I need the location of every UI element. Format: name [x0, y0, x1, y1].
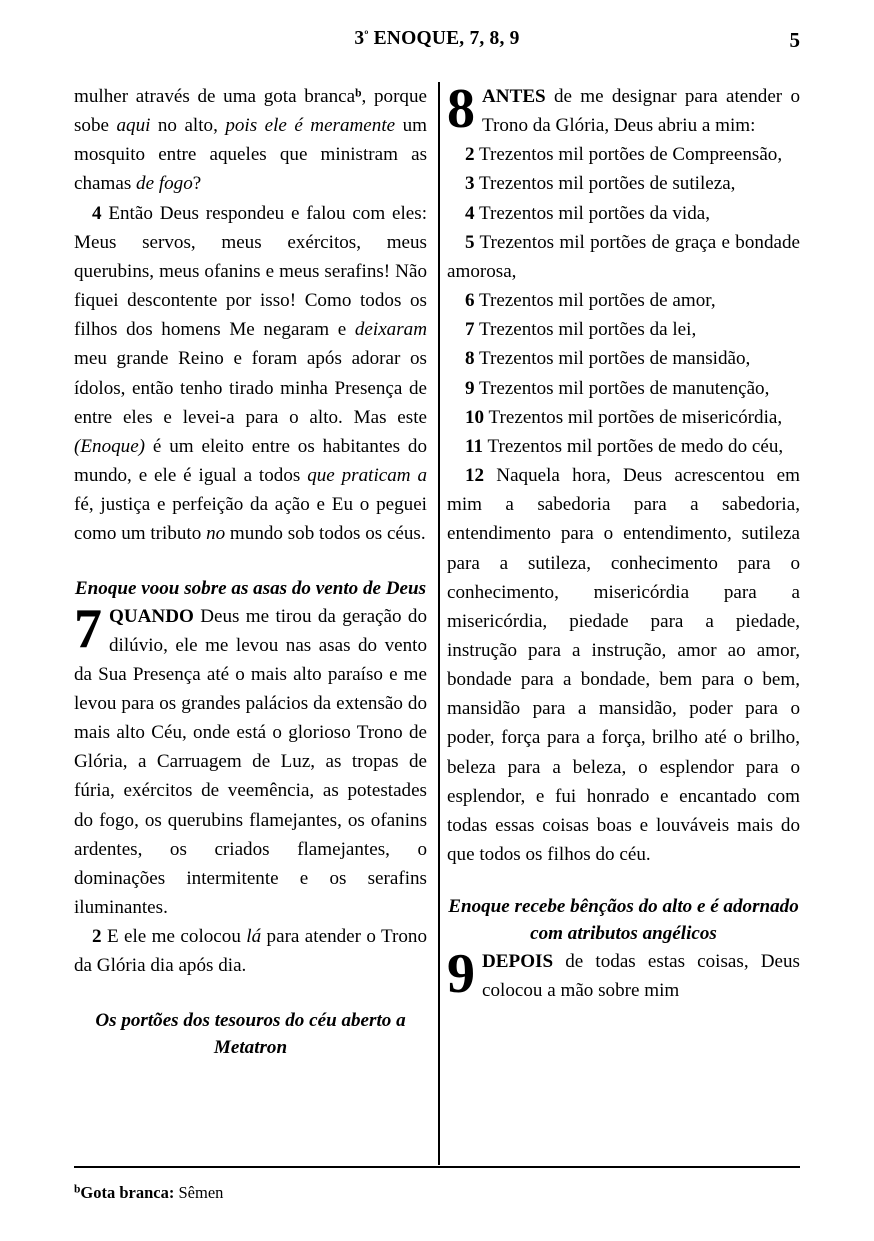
verse-number: 4 [92, 202, 102, 224]
verse-number: 8 [465, 348, 475, 370]
verse-text: Trezentos mil portões de mansidão, [474, 348, 751, 370]
verse-number: 3 [465, 173, 475, 195]
verse-text-italic2: (Enoque) [74, 435, 146, 457]
continued-paragraph [74, 82, 427, 199]
footnote-definition: Sêmen [174, 1183, 224, 1202]
footnote-separator-rule [74, 1166, 800, 1168]
continued-text-seg2: , porque sobe [74, 86, 427, 137]
ordinal-indicator: º [364, 27, 369, 42]
verse-item [447, 286, 800, 315]
chapter-number-dropcap-8: 8 [447, 78, 475, 140]
verse-text: Trezentos mil portões de medo do céu, [483, 435, 784, 457]
verse-text-seg3: é um eleito entre os habitantes do mundo, e ele é igual a todos [74, 435, 427, 487]
verse-item [447, 432, 800, 461]
chapter-number-dropcap-7: 7 [74, 597, 102, 660]
verse-item [447, 228, 800, 286]
running-head [74, 28, 800, 58]
verse-text: Trezentos mil portões de manutenção, [474, 377, 770, 399]
chapter-9-body: de todas estas coisas, Deus colocou a mão sobre mim [482, 951, 800, 1002]
verse-text-seg1: Então Deus respondeu e falou com eles: Meus servos, meus exércitos, meus querubins, meus ofanins e meus serafins! Não fiquei descontente por isso! Como todos os filhos dos homens Me negaram e [74, 202, 427, 341]
verse-text: Trezentos mil portões de amor, [474, 290, 716, 312]
chapter-9-opening-word: DEPOIS [482, 951, 554, 973]
continued-text-seg1: mulher através de uma gota branca [74, 86, 356, 107]
verse-text-seg2: para atender o Trono da Glória dia após dia. [74, 926, 427, 977]
chapter-8-opening-word: ANTES [482, 86, 546, 107]
page-number: 5 [789, 28, 800, 52]
chapter-9-opening [447, 943, 800, 1006]
verse-text-seg2: meu grande Reino e foram após adorar os ídolos, então tenho tirado minha Presença de entre eles e levei-a para o alto. Mas este [74, 348, 427, 428]
verse-text-seg5: mundo sob todos os céus. [225, 523, 426, 545]
verse-text-italic1: deixaram [354, 319, 427, 341]
verse-item [447, 199, 800, 228]
verse-text: Naquela hora, Deus acrescentou em mim a sabedoria para a sabedoria, entendimento para o entendimento, sutileza para a sutileza, conhecimento para o conhecimento, misericórdia para a misericórdia, piedade para a piedade, instrução para a instrução, amor ao amor, bondade para a bondade, bem para o bem, mansidão para a mansidão, poder para o poder, força para a força, brilho até o brilho, beleza para a beleza, o esplendor para o esplendor, e fui honrado e encantado com todas essas coisas boas e louváveis mais do que todos os filhos do céu. [447, 465, 800, 866]
verse-text: Trezentos mil portões de misericórdia, [484, 406, 783, 428]
footnote-term: Gota branca: [80, 1183, 175, 1202]
verse-text-seg1: E ele me colocou [101, 926, 247, 948]
running-head-title-prefix: 3 [354, 28, 365, 49]
footnote-reference-b[interactable]: b [355, 87, 362, 100]
section-heading-chapter-9: Enoque recebe bênçãos do alto e é adornado com atributos angélicos [448, 896, 799, 945]
verse-number: 11 [465, 435, 484, 457]
continued-text-italic3: de fogo [136, 173, 193, 195]
verse-number: 10 [465, 406, 485, 428]
verse-item [447, 374, 800, 403]
continued-text-italic2: pois ele é meramente [225, 115, 396, 137]
verse-number: 4 [465, 202, 475, 224]
verse-text-italic4: no [206, 523, 226, 545]
verse-number: 5 [465, 231, 475, 253]
chapter-7-opening [74, 597, 427, 923]
chapter-8-opening [447, 78, 800, 140]
verse-item [447, 315, 800, 344]
verse-text: Trezentos mil portões de sutileza, [474, 173, 736, 195]
section-heading-chapter-8: Os portões dos tesouros do céu aberto a Metatron [95, 1009, 406, 1058]
verse-text-italic1: lá [246, 926, 262, 948]
right-column [447, 78, 800, 1006]
verse-text-italic3: que praticam a [307, 465, 427, 487]
verse-7-2 [74, 922, 427, 980]
continued-text-seg5: ? [192, 173, 202, 195]
chapter-8-verse-list [447, 140, 800, 869]
page-title [74, 28, 800, 50]
column-divider [438, 82, 440, 1165]
chapter-number-dropcap-9: 9 [447, 943, 475, 1006]
footnote-marker-b: b [74, 1183, 81, 1196]
verse-item [447, 140, 800, 169]
verse-number: 2 [465, 144, 475, 166]
section-heading-chapter-7: Enoque voou sobre as asas do vento de Deus [74, 577, 427, 599]
chapter-7-body: Deus me tirou da geração do dilúvio, ele me levou nas asas do vento da Sua Presença até o mais alto paraíso e me levou para os grandes palácios da extensão do mais alto Céu, onde está o glorioso Trono de Glória, a Carruagem de Luz, as tropas de fúria, exércitos de veemência, as potestades do fogo, os querubins flamejantes, os ofanins ardentes, os criados flamejantes, o dominações intermitente e os serafins iluminantes. [74, 605, 427, 919]
chapter-8-body: de me designar para atender o Trono da Glória, Deus abriu a mim: [482, 86, 800, 137]
continued-text-seg3: no alto, [150, 115, 226, 137]
verse-6-4 [74, 199, 427, 549]
verse-text: Trezentos mil portões da vida, [474, 202, 711, 224]
verse-number: 9 [465, 377, 475, 399]
verse-text-seg4: fé, justiça e perfeição da ação e Eu o peguei como um tributo [74, 494, 427, 545]
footnote [74, 1182, 800, 1203]
verse-number: 6 [465, 290, 475, 312]
verse-item [447, 461, 800, 869]
verse-text: Trezentos mil portões de graça e bondade amorosa, [447, 231, 800, 282]
continued-text-seg4: um mosquito entre aqueles que ministram as chamas [74, 115, 427, 195]
chapter-7-opening-word: QUANDO [109, 605, 194, 627]
verse-number: 12 [465, 465, 485, 487]
verse-item [447, 403, 800, 432]
verse-item [447, 344, 800, 373]
verse-number: 7 [465, 319, 475, 341]
verse-number: 2 [92, 926, 102, 948]
verse-item [447, 169, 800, 198]
verse-text: Trezentos mil portões de Compreensão, [474, 144, 783, 166]
running-head-title-rest: ENOQUE, 7, 8, 9 [368, 28, 520, 49]
continued-text-italic1: aqui [116, 115, 151, 137]
left-column [74, 82, 427, 1061]
verse-text: Trezentos mil portões da lei, [474, 319, 697, 341]
